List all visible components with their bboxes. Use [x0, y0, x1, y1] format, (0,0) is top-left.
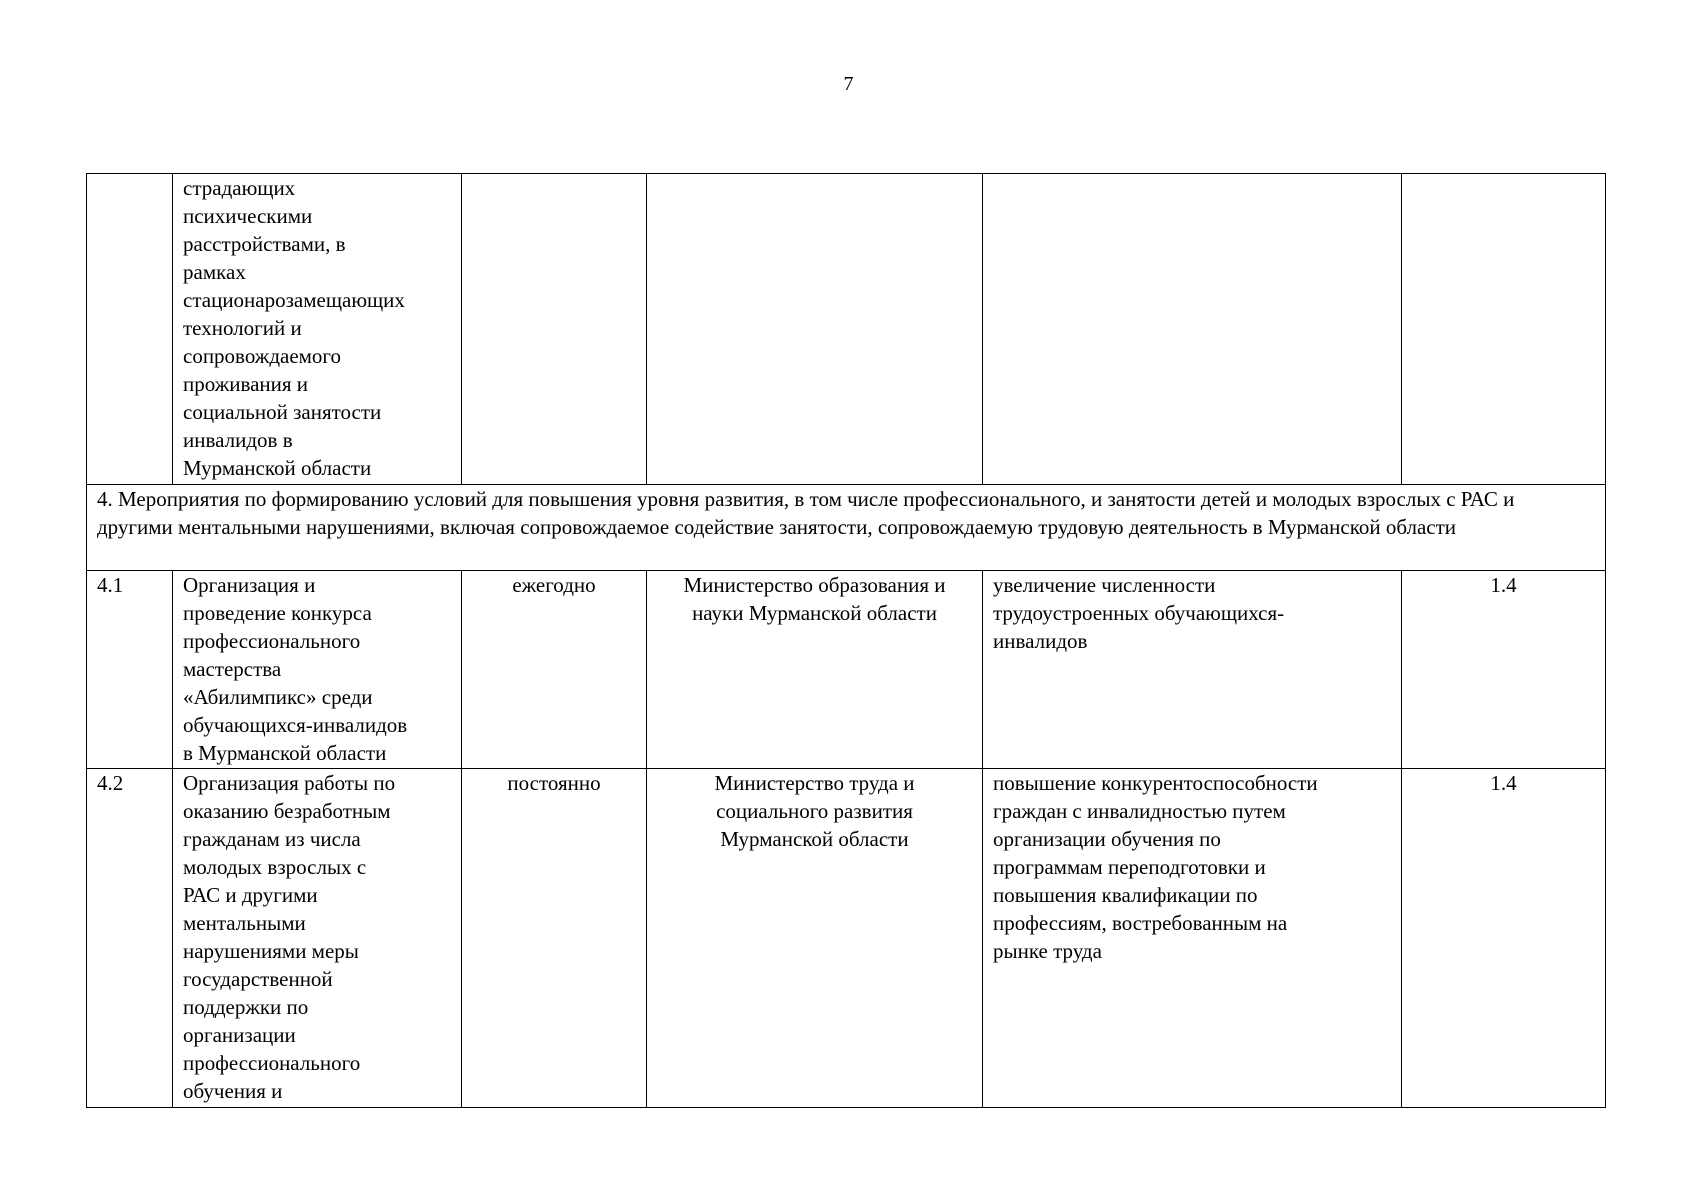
cell-indicator: 1.4 [1402, 769, 1606, 1108]
cell-deadline [462, 174, 647, 485]
section-title: 4. Мероприятия по формированию условий для повышения уровня развития, в том числе профессионального, и занятости детей и молодых взрослых с РАС и другими ментальными нарушениями, включая сопровождаемое содействие занятости, сопровождаемую трудовую деятельность в Мурманской области [87, 485, 1606, 571]
page-number: 7 [843, 73, 854, 95]
cell-result [983, 174, 1402, 485]
cell-indicator: 1.4 [1402, 571, 1606, 769]
table-row-continued [87, 174, 1606, 485]
cell-result: увеличение численности трудоустроенных обучающихся- инвалидов [983, 571, 1402, 769]
cell-executor [647, 174, 983, 485]
cell-indicator [1402, 174, 1606, 485]
cell-executor: Министерство образования и науки Мурманской области [647, 571, 983, 769]
section-row [87, 485, 1606, 571]
table-row [87, 571, 1606, 769]
cell-number [87, 174, 173, 485]
cell-executor: Министерство труда и социального развития Мурманской области [647, 769, 983, 1108]
cell-deadline: ежегодно [462, 571, 647, 769]
cell-number: 4.2 [87, 769, 173, 1108]
cell-result: повышение конкурентоспособности граждан с инвалидностью путем организации обучения по программам переподготовки и повышения квалификации по профессиям, востребованным на рынке труда [983, 769, 1402, 1108]
cell-activity: Организация и проведение конкурса профессионального мастерства «Абилимпикс» среди обучающихся-инвалидов в Мурманской области [173, 571, 462, 769]
cell-deadline: постоянно [462, 769, 647, 1108]
cell-activity: страдающих психическими расстройствами, в рамках стационарозамещающих технологий и сопровождаемого проживания и социальной занятости инвалидов в Мурманской области [173, 174, 462, 485]
table-row [87, 769, 1606, 1108]
cell-number: 4.1 [87, 571, 173, 769]
activities-table [86, 173, 1606, 1108]
cell-activity: Организация работы по оказанию безработным гражданам из числа молодых взрослых с РАС и другими ментальными нарушениями меры государственной поддержки по организации профессионального обучения и [173, 769, 462, 1108]
